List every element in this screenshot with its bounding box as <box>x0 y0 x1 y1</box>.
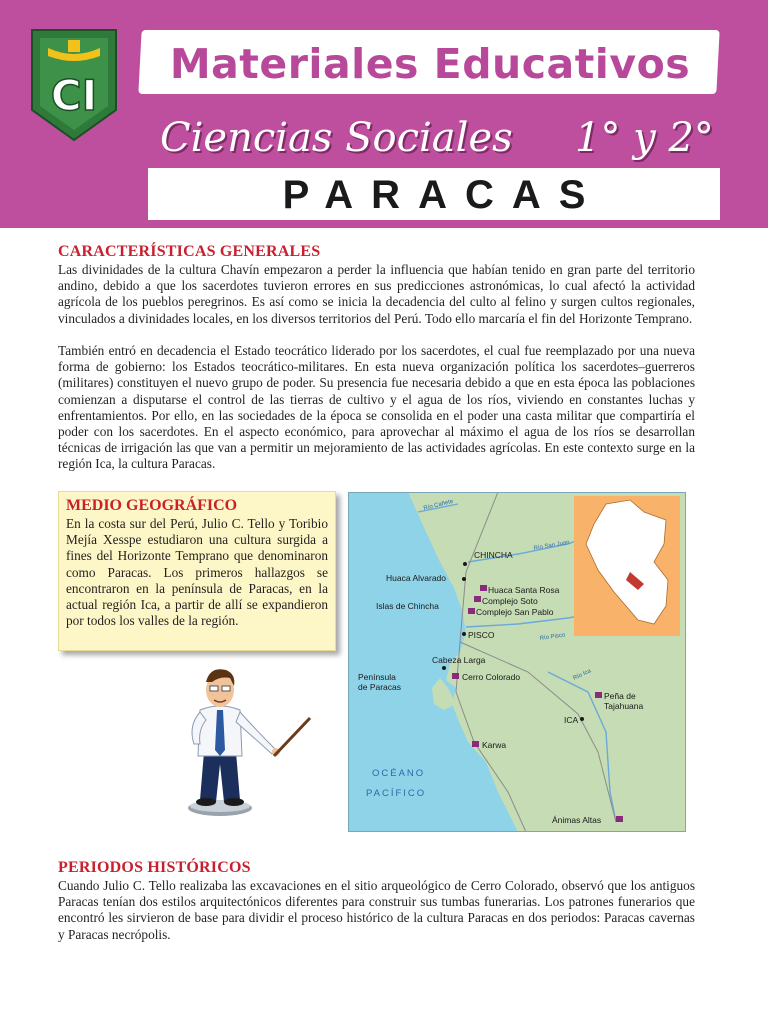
paracas-map <box>348 492 686 832</box>
river-label-san-juan: Río San Juan <box>533 539 571 552</box>
label-oceano-1: OCÉANO <box>372 768 426 779</box>
label-complejo-soto: Complejo Soto <box>482 596 538 606</box>
label-cabeza-larga: Cabeza Larga <box>432 655 486 665</box>
page-title: PARACAS <box>282 173 604 217</box>
label-complejo-san-pablo: Complejo San Pablo <box>476 607 554 617</box>
paragraph-periodos: Cuando Julio C. Tello realizaba las excavaciones en el sitio arqueológico de Cerro Colorado, observó que los antiguos Paracas tenían dos estilos arquitectónicos diferentes para construir sus tumbas funerarias. Los patrones funerarios que encontró les sirvieron de base para dividir el proceso histórico de la cultura Paracas en dos periodos: Paracas cavernas y Paracas necrópolis. <box>58 878 695 942</box>
label-karwa: Karwa <box>482 740 507 750</box>
section-title-caracteristicas: CARACTERÍSTICAS GENERALES <box>58 243 321 260</box>
label-pena-1: Peña de <box>604 691 636 701</box>
label-peninsula-2: de Paracas <box>358 682 401 692</box>
label-chincha: CHINCHA <box>474 550 513 560</box>
section-title-medio: MEDIO GEOGRÁFICO <box>66 497 238 514</box>
logo-letters: CI <box>50 71 98 120</box>
brand-logo <box>28 26 120 144</box>
label-huaca-alvarado: Huaca Alvarado <box>386 573 447 583</box>
label-pisco: PISCO <box>468 630 495 640</box>
label-animas-altas: Ánimas Altas <box>552 815 602 825</box>
label-islas-chincha: Islas de Chincha <box>376 601 439 611</box>
river-label-ica: Río Ica <box>572 668 593 682</box>
label-peninsula-1: Península <box>358 672 396 682</box>
section-title-periodos: PERIODOS HISTÓRICOS <box>58 859 251 876</box>
grade-label: 1° y 2° <box>575 115 714 161</box>
subject-title: Ciencias Sociales <box>160 115 513 161</box>
label-cerro-colorado: Cerro Colorado <box>462 672 521 682</box>
label-huaca-santa-rosa: Huaca Santa Rosa <box>488 585 560 595</box>
teacher-illustration <box>170 660 320 820</box>
paragraph-caracteristicas-2: También entró en decadencia el Estado teocrático liderado por los sacerdotes, el cual fue reemplazado por una nueva forma de gobierno: los Estados teocrático-militares. En esta nueva organización política los sacerdotes–guerreros (militares) constituyen el nuevo grupo de poder. Su presencia fue necesaria debido a que en esta época las poblaciones comienzan a disputarse el control de las tierras de cultivo y el agua de los ríos, viviendo en constantes luchas y enfrentamientos. Por ello, en las sociedades de la época se consolida en el poder una casta militar que compartiría el poder con los sacerdotes. En el aspecto económico, para aprovechar al máximo el agua de los ríos se desarrollan técnicas de irrigación las que van a permitir un mejoramiento de las actividades agrícolas. En este contexto surge en la región Ica, la cultura Paracas. <box>58 343 695 472</box>
header-banner <box>0 0 768 228</box>
river-label-pisco: Río Pisco <box>539 632 566 642</box>
river-label-canete: Río Cañete <box>423 498 454 512</box>
paragraph-caracteristicas-1: Las divinidades de la cultura Chavín empezaron a perder la influencia que habían tenido en gran parte del territorio andino, debido a que los sacerdotes tuvieron errores en sus predicciones astronómicas, lo cual afectó la actividad agrícola de los pueblos peregrinos. Es así como se inicia la decadencia del culto al felino y surgen cultos regionales, vinculados a divinidades locales, en los diversos territorios del Perú. Todo ello marcaría el fin del Horizonte Temprano. <box>58 262 695 326</box>
banner-title: Materiales Educativos <box>169 40 691 88</box>
label-oceano-2: PACÍFICO <box>366 788 427 799</box>
paragraph-medio: En la costa sur del Perú, Julio C. Tello y Toribio Mejía Xesspe estudiaron una cultura surgida a fines del Horizonte Temprano que denominaron como Paracas. Los primeros hallazgos se encontraron en la península de Paracas, en la actual región Ica, a partir de allí se expandieron por todos los valles de la región. <box>66 516 328 629</box>
label-pena-2: Tajahuana <box>604 701 644 711</box>
label-ica: ICA <box>564 715 579 725</box>
